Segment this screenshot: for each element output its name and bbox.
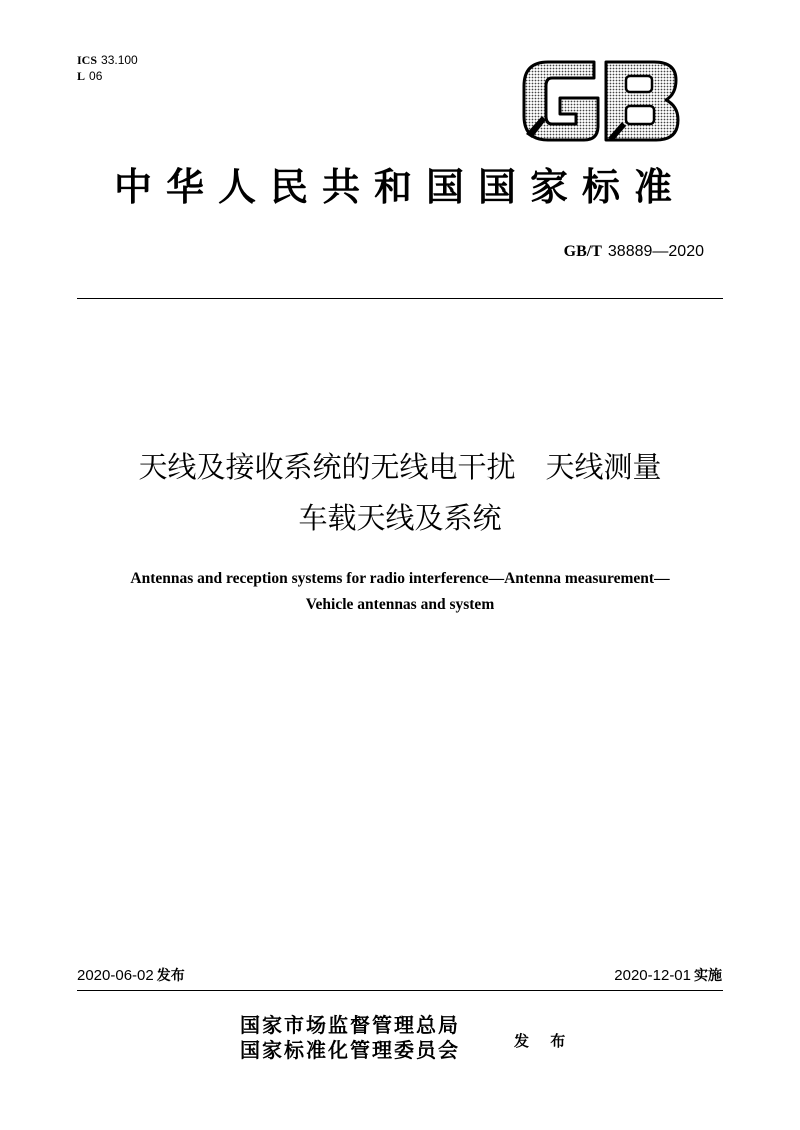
cn-title-part1: 天线及接收系统的无线电干扰 (138, 450, 516, 484)
en-title-line1: Antennas and reception systems for radio interference—Antenna measurement— (130, 570, 670, 587)
implement-date (614, 966, 722, 986)
ccs-line (77, 68, 138, 84)
issuing-authorities (240, 1013, 460, 1063)
en-title-line2: Vehicle antennas and system (305, 596, 495, 613)
ics-label: ICS (77, 53, 98, 67)
standard-number-value: 38889—2020 (607, 243, 704, 260)
cn-title-line1 (40, 443, 760, 491)
implement-date-label: 实施 (694, 968, 722, 984)
ics-code: 33.100 (101, 53, 138, 67)
cn-title-line2: 车载天线及系统 (298, 501, 502, 535)
ics-line (77, 52, 138, 68)
issuer-2: 国家标准化管理委员会 (240, 1038, 460, 1062)
standard-number (564, 242, 704, 262)
classification-codes (77, 52, 138, 84)
standard-title: 中华人民共和国国家标准 (113, 164, 686, 209)
issue-label: 发 布 (514, 1032, 574, 1050)
issue-date-value: 2020-06-02 (77, 967, 154, 984)
issue-date (77, 966, 185, 986)
ccs-code: 06 (89, 69, 103, 83)
ccs-label: L (77, 69, 86, 83)
gb-logo (522, 58, 680, 144)
implement-date-value: 2020-12-01 (614, 967, 691, 984)
issuer-1: 国家市场监督管理总局 (240, 1013, 460, 1037)
cn-title-part2: 天线测量 (545, 450, 662, 484)
standard-number-prefix: GB/T (563, 243, 602, 260)
header-divider (77, 298, 723, 299)
footer-divider (77, 990, 723, 991)
issue-date-label: 发布 (156, 968, 185, 984)
